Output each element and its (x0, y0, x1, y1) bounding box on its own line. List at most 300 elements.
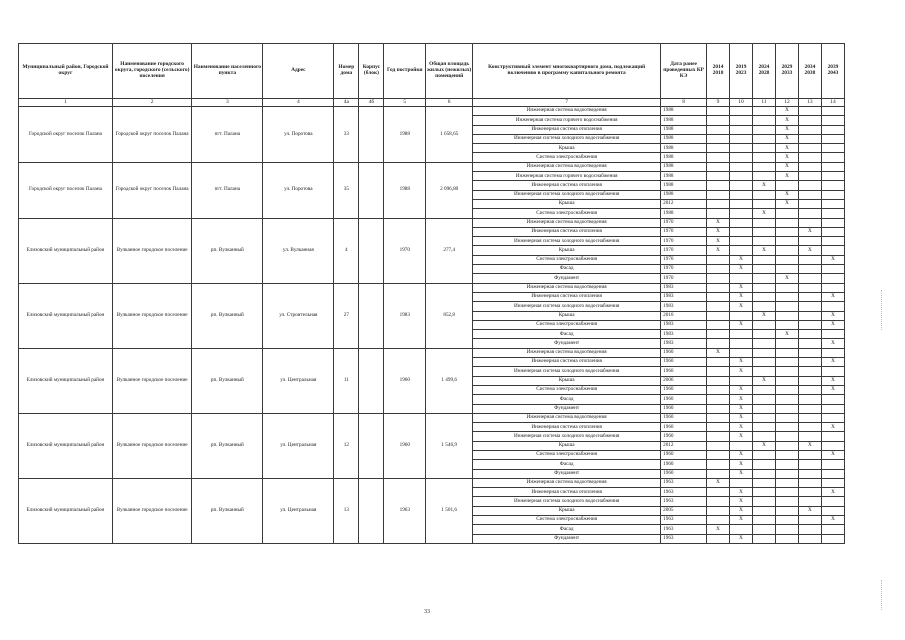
period-mark: X (730, 423, 753, 432)
element-name: Система электроснабжения (473, 450, 661, 459)
prev-repair-year: 1960 (661, 348, 707, 357)
element-name: Фасад (473, 525, 661, 534)
period-mark (707, 432, 730, 441)
prev-repair-year: 1960 (661, 358, 707, 367)
prev-repair-year: 1988 (661, 116, 707, 125)
table-row (19, 478, 845, 487)
element-name: Крыша (473, 376, 661, 385)
element-name: Инженерная система горячего водоснабжения (473, 172, 661, 181)
period-mark (730, 339, 753, 348)
period-mark (775, 469, 798, 478)
period-mark (821, 246, 844, 255)
column-number: 10 (730, 99, 753, 107)
period-mark (821, 162, 844, 171)
year-built-cell: 1988 (384, 162, 426, 218)
period-mark (798, 302, 821, 311)
period-mark (775, 320, 798, 329)
period-mark (775, 209, 798, 218)
period-mark (798, 209, 821, 218)
period-mark (798, 292, 821, 301)
element-name: Инженерная система водоотведения (473, 218, 661, 227)
period-mark (707, 283, 730, 292)
period-mark (707, 413, 730, 422)
period-mark (730, 330, 753, 339)
period-mark (821, 330, 844, 339)
period-mark (798, 516, 821, 525)
period-mark (821, 199, 844, 208)
period-mark: X (775, 199, 798, 208)
period-mark: X (753, 441, 776, 450)
period-mark (707, 116, 730, 125)
period-mark (753, 227, 776, 236)
period-mark (753, 478, 776, 487)
period-mark: X (775, 134, 798, 143)
page-number: 33 (424, 609, 430, 615)
column-number: 3 (192, 99, 263, 107)
period-mark (753, 404, 776, 413)
period-mark (775, 265, 798, 274)
period-mark (821, 413, 844, 422)
period-mark (775, 516, 798, 525)
prev-repair-year: 1960 (661, 395, 707, 404)
period-mark (707, 404, 730, 413)
period-mark (730, 209, 753, 218)
prev-repair-year: 1960 (661, 423, 707, 432)
period-mark: X (775, 153, 798, 162)
period-mark: X (798, 246, 821, 255)
period-mark (753, 385, 776, 394)
period-mark (775, 181, 798, 190)
prev-repair-year: 1988 (661, 144, 707, 153)
table-row (19, 413, 845, 422)
period-mark (775, 376, 798, 385)
element-name: Фундамент (473, 274, 661, 283)
column-number: 4а (334, 99, 359, 107)
period-mark (707, 209, 730, 218)
period-mark (798, 190, 821, 199)
period-mark: X (730, 469, 753, 478)
period-mark (707, 107, 730, 116)
period-mark: X (775, 172, 798, 181)
district-cell: Елизовский муниципальный район (19, 478, 113, 543)
period-mark (707, 255, 730, 264)
period-mark (798, 181, 821, 190)
table-body (19, 107, 845, 544)
period-mark (798, 237, 821, 246)
period-mark: X (821, 423, 844, 432)
capital-repair-table (18, 43, 845, 544)
period-mark (821, 218, 844, 227)
element-name: Инженерная система горячего водоснабжения (473, 116, 661, 125)
header-address: Адрес (263, 44, 334, 99)
prev-repair-year: 1988 (661, 107, 707, 116)
settlement-cell: Вулканное городское поселение (112, 478, 191, 543)
period-mark (730, 246, 753, 255)
period-mark (821, 469, 844, 478)
period-mark (775, 423, 798, 432)
period-mark (753, 339, 776, 348)
period-mark (753, 199, 776, 208)
period-mark: X (730, 358, 753, 367)
period-mark: X (730, 497, 753, 506)
element-name: Инженерная система холодного водоснабжения (473, 497, 661, 506)
prev-repair-year: 2012 (661, 441, 707, 450)
period-mark (707, 330, 730, 339)
period-mark (798, 199, 821, 208)
district-cell: Городской округ поселок Палана (19, 107, 113, 163)
period-mark (753, 432, 776, 441)
period-mark: X (798, 441, 821, 450)
period-mark (707, 395, 730, 404)
period-mark (798, 385, 821, 394)
margin-mark (881, 580, 883, 610)
prev-repair-year: 1983 (661, 283, 707, 292)
header-period: 2019 2023 (730, 44, 753, 99)
period-mark (775, 358, 798, 367)
period-mark (798, 320, 821, 329)
prev-repair-year: 1983 (661, 330, 707, 339)
header-period: 2024 2028 (753, 44, 776, 99)
period-mark (730, 237, 753, 246)
element-name: Инженерная система водоотведения (473, 413, 661, 422)
period-mark (821, 367, 844, 376)
column-number: 5 (384, 99, 426, 107)
header-year-built: Год постройки (384, 44, 426, 99)
district-cell: Елизовский муниципальный район (19, 283, 113, 348)
period-mark (753, 190, 776, 199)
period-mark: X (821, 358, 844, 367)
header-building: Корпус (блок) (359, 44, 384, 99)
locality-cell: рп. Вулканный (192, 413, 263, 478)
period-mark (821, 432, 844, 441)
table-row (19, 107, 845, 116)
period-mark: X (730, 460, 753, 469)
period-mark (821, 144, 844, 153)
period-mark (775, 311, 798, 320)
period-mark (798, 413, 821, 422)
element-name: Система электроснабжения (473, 516, 661, 525)
house-number-cell: 11 (334, 348, 359, 413)
period-mark (730, 144, 753, 153)
period-mark (753, 413, 776, 422)
prev-repair-year: 1970 (661, 237, 707, 246)
period-mark (821, 404, 844, 413)
header-locality: Наименование населенного пункта (192, 44, 263, 99)
period-mark: X (707, 237, 730, 246)
period-mark: X (707, 227, 730, 236)
prev-repair-year: 1963 (661, 488, 707, 497)
period-mark (775, 460, 798, 469)
period-mark (753, 162, 776, 171)
period-mark: X (775, 274, 798, 283)
period-mark (798, 116, 821, 125)
period-mark: X (730, 367, 753, 376)
period-mark (730, 376, 753, 385)
period-mark (775, 385, 798, 394)
period-mark (707, 292, 730, 301)
table-row (19, 348, 845, 357)
element-name: Фасад (473, 395, 661, 404)
period-mark (707, 469, 730, 478)
element-name: Инженерная система отопления (473, 292, 661, 301)
prev-repair-year: 1983 (661, 320, 707, 329)
period-mark (798, 534, 821, 543)
period-mark: X (730, 413, 753, 422)
prev-repair-year: 1988 (661, 209, 707, 218)
period-mark (821, 460, 844, 469)
locality-cell: рп. Вулканный (192, 478, 263, 543)
period-mark (730, 162, 753, 171)
prev-repair-year: 1963 (661, 497, 707, 506)
period-mark (753, 534, 776, 543)
period-mark (707, 134, 730, 143)
period-mark: X (798, 227, 821, 236)
element-name: Инженерная система водоотведения (473, 107, 661, 116)
period-mark (821, 181, 844, 190)
period-mark (707, 441, 730, 450)
period-mark (753, 153, 776, 162)
header-period: 2034 2038 (798, 44, 821, 99)
period-mark (821, 283, 844, 292)
period-mark (753, 218, 776, 227)
element-name: Инженерная система холодного водоснабжения (473, 432, 661, 441)
period-mark (821, 134, 844, 143)
period-mark (753, 255, 776, 264)
period-mark (753, 423, 776, 432)
building-cell (359, 348, 384, 413)
period-mark (775, 246, 798, 255)
period-mark (775, 218, 798, 227)
period-mark (821, 348, 844, 357)
period-mark: X (753, 246, 776, 255)
period-mark (798, 172, 821, 181)
column-number: 14 (821, 99, 844, 107)
period-mark (707, 506, 730, 515)
period-mark (798, 265, 821, 274)
period-mark (821, 227, 844, 236)
period-mark: X (775, 144, 798, 153)
period-mark (707, 144, 730, 153)
prev-repair-year: 1970 (661, 265, 707, 274)
period-mark: X (821, 311, 844, 320)
period-mark (798, 525, 821, 534)
element-name: Инженерная система отопления (473, 358, 661, 367)
building-cell (359, 162, 384, 218)
period-mark: X (707, 218, 730, 227)
period-mark: X (730, 506, 753, 515)
period-mark: X (775, 190, 798, 199)
period-mark (730, 125, 753, 134)
period-mark: X (821, 339, 844, 348)
period-mark (707, 274, 730, 283)
period-mark (753, 348, 776, 357)
building-cell (359, 107, 384, 163)
period-mark (821, 172, 844, 181)
period-mark (821, 506, 844, 515)
period-mark (821, 395, 844, 404)
period-mark (707, 367, 730, 376)
period-mark (798, 153, 821, 162)
period-mark: X (775, 330, 798, 339)
period-mark (753, 265, 776, 274)
area-cell: 1 501,6 (426, 478, 473, 543)
period-mark (730, 116, 753, 125)
period-mark: X (730, 255, 753, 264)
building-cell (359, 413, 384, 478)
period-mark (707, 497, 730, 506)
period-mark (707, 302, 730, 311)
period-mark (730, 441, 753, 450)
element-name: Фасад (473, 265, 661, 274)
prev-repair-year: 2005 (661, 506, 707, 515)
column-number: 6 (426, 99, 473, 107)
element-name: Инженерная система отопления (473, 488, 661, 497)
column-number: 9 (707, 99, 730, 107)
period-mark (753, 274, 776, 283)
element-name: Инженерная система водоотведения (473, 162, 661, 171)
header-area: Общая площадь жилых (нежилых) помещений (426, 44, 473, 99)
period-mark: X (775, 116, 798, 125)
period-mark (753, 134, 776, 143)
period-mark (821, 534, 844, 543)
period-mark (753, 506, 776, 515)
header-period: 2039 2043 (821, 44, 844, 99)
period-mark (798, 348, 821, 357)
period-mark (730, 181, 753, 190)
period-mark (707, 311, 730, 320)
period-mark (730, 525, 753, 534)
period-mark (821, 525, 844, 534)
header-house-number: Номер дома (334, 44, 359, 99)
prev-repair-year: 1983 (661, 292, 707, 301)
period-mark (798, 376, 821, 385)
period-mark: X (730, 488, 753, 497)
element-name: Инженерная система отопления (473, 423, 661, 432)
period-mark (753, 116, 776, 125)
prev-repair-year: 1960 (661, 469, 707, 478)
district-cell: Городской округ поселок Палана (19, 162, 113, 218)
element-name: Крыша (473, 441, 661, 450)
element-name: Инженерная система водоотведения (473, 283, 661, 292)
element-name: Система электроснабжения (473, 385, 661, 394)
period-mark (798, 274, 821, 283)
prev-repair-year: 1963 (661, 534, 707, 543)
area-cell: 277,4 (426, 218, 473, 283)
period-mark: X (730, 534, 753, 543)
period-mark (753, 450, 776, 459)
prev-repair-year: 1960 (661, 432, 707, 441)
locality-cell: рп. Вулканный (192, 283, 263, 348)
element-name: Крыша (473, 144, 661, 153)
prev-repair-year: 1963 (661, 525, 707, 534)
settlement-cell: Вулканное городское поселение (112, 413, 191, 478)
year-built-cell: 1988 (384, 107, 426, 163)
period-mark (798, 432, 821, 441)
period-mark (798, 450, 821, 459)
period-mark: X (707, 525, 730, 534)
period-mark (821, 302, 844, 311)
period-mark (798, 488, 821, 497)
header-row (19, 44, 845, 99)
settlement-cell: Городской округ поселок Палана (112, 162, 191, 218)
building-cell (359, 283, 384, 348)
district-cell: Елизовский муниципальный район (19, 218, 113, 283)
period-mark: X (798, 506, 821, 515)
period-mark: X (707, 348, 730, 357)
period-mark (798, 404, 821, 413)
settlement-cell: Вулканное городское поселение (112, 348, 191, 413)
period-mark (775, 497, 798, 506)
period-mark (821, 497, 844, 506)
address-cell: ул. Центральная (263, 478, 334, 543)
period-mark (730, 348, 753, 357)
period-mark (798, 107, 821, 116)
period-mark: X (753, 181, 776, 190)
header-period: 2014 2018 (707, 44, 730, 99)
period-mark: X (775, 162, 798, 171)
district-cell: Елизовский муниципальный район (19, 348, 113, 413)
period-mark: X (821, 488, 844, 497)
prev-repair-year: 1963 (661, 516, 707, 525)
house-number-cell: 13 (334, 478, 359, 543)
area-cell: 2 096,80 (426, 162, 473, 218)
prev-repair-year: 1983 (661, 302, 707, 311)
period-mark (775, 432, 798, 441)
period-mark (753, 302, 776, 311)
period-mark (707, 339, 730, 348)
prev-repair-year: 1960 (661, 367, 707, 376)
period-mark (821, 190, 844, 199)
period-mark (730, 218, 753, 227)
period-mark (753, 358, 776, 367)
element-name: Инженерная система отопления (473, 125, 661, 134)
period-mark (798, 330, 821, 339)
prev-repair-year: 1963 (661, 478, 707, 487)
column-number: 4б (359, 99, 384, 107)
period-mark (707, 199, 730, 208)
period-mark: X (730, 265, 753, 274)
period-mark (775, 413, 798, 422)
prev-repair-year: 1988 (661, 125, 707, 134)
period-mark: X (730, 404, 753, 413)
period-mark (707, 423, 730, 432)
prev-repair-year: 1970 (661, 274, 707, 283)
prev-repair-year: 1960 (661, 460, 707, 469)
column-number: 1 (19, 99, 113, 107)
element-name: Инженерная система холодного водоснабжения (473, 134, 661, 143)
element-name: Инженерная система холодного водоснабжения (473, 237, 661, 246)
table-row (19, 162, 845, 171)
period-mark: X (730, 385, 753, 394)
period-mark (707, 162, 730, 171)
prev-repair-year: 1970 (661, 246, 707, 255)
locality-cell: рп. Вулканный (192, 218, 263, 283)
period-mark (707, 460, 730, 469)
period-mark (798, 218, 821, 227)
element-name: Система электроснабжения (473, 209, 661, 218)
element-name: Система электроснабжения (473, 153, 661, 162)
column-number: 7 (473, 99, 661, 107)
settlement-cell: Вулканное городское поселение (112, 283, 191, 348)
locality-cell: пгт. Палана (192, 107, 263, 163)
period-mark (821, 107, 844, 116)
period-mark (775, 237, 798, 246)
year-built-cell: 1983 (384, 283, 426, 348)
period-mark: X (775, 107, 798, 116)
area-cell: 1 658,65 (426, 107, 473, 163)
period-mark (821, 441, 844, 450)
period-mark: X (707, 246, 730, 255)
